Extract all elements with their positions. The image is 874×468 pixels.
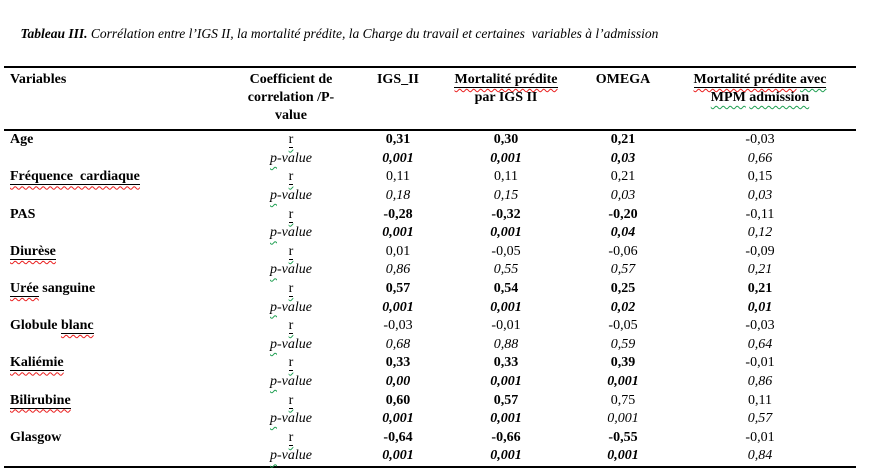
text-run: 0,001 — [490, 448, 522, 464]
text-run: p — [270, 336, 277, 352]
cell-uree-sanguine-p-col1 — [366, 298, 430, 317]
table-row-bilirubine-r — [4, 391, 856, 410]
variable-label-empty — [4, 336, 216, 355]
cell-pas-p-col2 — [430, 224, 582, 243]
text-run: Age — [10, 132, 34, 148]
text-run: -value — [277, 150, 312, 166]
text-run: -0,03 — [383, 318, 413, 334]
cell-glasgow-r-col4 — [664, 429, 856, 448]
cell-frequence-cardiaque-p-col2 — [430, 187, 582, 206]
cell-age-r-col3 — [582, 130, 664, 150]
table-row-pas-r — [4, 205, 856, 224]
correlation-table — [4, 66, 856, 468]
text-run: 0,11 — [748, 392, 772, 408]
text-run: 0,57 — [385, 281, 411, 297]
cell-pas-p-col1 — [366, 224, 430, 243]
cell-diurese-p-col2 — [430, 261, 582, 280]
text-run: p — [270, 262, 277, 278]
stat-label-r — [216, 243, 366, 262]
cell-diurese-r-col1 — [366, 243, 430, 262]
column-header-line — [664, 89, 856, 107]
table-row-glasgow-p — [4, 447, 856, 467]
text-run: -0,32 — [491, 206, 521, 222]
text-run: 0,12 — [747, 225, 773, 241]
table-row-frequence-cardiaque-r — [4, 168, 856, 187]
text-run: 0,54 — [493, 281, 519, 297]
variable-label-empty — [4, 187, 216, 206]
stat-label-p — [216, 261, 366, 280]
table-row-kaliemie-p — [4, 373, 856, 392]
column-header-mortalite-predite-mpm — [664, 67, 856, 130]
text-run: 0,21 — [747, 281, 773, 297]
text-run: avec — [800, 72, 827, 87]
stat-label-p — [216, 410, 366, 429]
text-run: r — [288, 318, 294, 334]
variable-label-globule-blanc — [4, 317, 216, 336]
column-header-line — [664, 71, 856, 89]
text-run: r — [288, 281, 294, 297]
text-run: 0,03 — [610, 150, 636, 166]
column-header-omega — [582, 67, 664, 130]
text-run: 0,001 — [607, 374, 639, 390]
header-row — [4, 67, 856, 130]
text-run: 0,57 — [610, 262, 636, 278]
text-run: Kaliémie — [10, 355, 64, 371]
table-caption-number: Tableau III. — [20, 26, 88, 41]
variable-label-empty — [4, 150, 216, 169]
text-run: 0,001 — [382, 150, 414, 166]
cell-glasgow-r-col3 — [582, 429, 664, 448]
text-run: -0,11 — [745, 206, 775, 222]
text-run: -0,20 — [608, 206, 638, 222]
cell-globule-blanc-r-col1 — [366, 317, 430, 336]
text-run: Coefficient de — [249, 72, 333, 87]
text-run: Variables — [10, 72, 67, 87]
text-run: 0,21 — [610, 132, 636, 148]
column-header-line — [216, 107, 366, 125]
text-run: 0,33 — [385, 355, 411, 371]
text-run: -0,09 — [745, 243, 775, 259]
cell-globule-blanc-p-col3 — [582, 336, 664, 355]
variable-label-empty — [4, 298, 216, 317]
text-run: MPM — [710, 90, 746, 105]
text-run: 0,25 — [610, 281, 636, 297]
table-row-kaliemie-r — [4, 354, 856, 373]
text-run: Glasgow — [10, 429, 62, 445]
variable-label-empty — [4, 373, 216, 392]
cell-glasgow-p-col3 — [582, 447, 664, 467]
table-row-uree-sanguine-p — [4, 298, 856, 317]
text-run: r — [288, 132, 294, 148]
cell-frequence-cardiaque-r-col2 — [430, 168, 582, 187]
column-header-variables — [4, 67, 216, 130]
text-run: 0,03 — [610, 188, 636, 204]
table-row-diurese-p — [4, 261, 856, 280]
text-run: p — [270, 188, 277, 204]
variable-label-empty — [4, 224, 216, 243]
cell-age-p-col1 — [366, 150, 430, 169]
cell-globule-blanc-p-col2 — [430, 336, 582, 355]
text-run: -0,06 — [608, 243, 638, 259]
text-run: 0,68 — [385, 336, 411, 352]
text-run: p — [270, 150, 277, 166]
text-run: 0,001 — [490, 411, 522, 427]
text-run: 0,001 — [490, 225, 522, 241]
cell-frequence-cardiaque-p-col1 — [366, 187, 430, 206]
text-run: p — [270, 225, 277, 241]
text-run: 0,11 — [494, 169, 518, 185]
table-row-age-p — [4, 150, 856, 169]
cell-bilirubine-p-col3 — [582, 410, 664, 429]
text-run: 0,001 — [607, 448, 639, 464]
cell-glasgow-p-col1 — [366, 447, 430, 467]
text-run: IGS_II — [376, 72, 420, 87]
text-run: 0,84 — [747, 448, 773, 464]
cell-pas-p-col4 — [664, 224, 856, 243]
variable-label-kaliemie — [4, 354, 216, 373]
text-run: -0,03 — [745, 132, 775, 148]
cell-globule-blanc-r-col2 — [430, 317, 582, 336]
stat-label-r — [216, 168, 366, 187]
table-row-uree-sanguine-r — [4, 280, 856, 299]
stat-label-r — [216, 280, 366, 299]
table-row-globule-blanc-r — [4, 317, 856, 336]
text-run: p — [270, 299, 277, 315]
text-run: correlation /P- — [247, 90, 335, 105]
text-run: 0,55 — [493, 262, 519, 278]
cell-age-p-col2 — [430, 150, 582, 169]
text-run: -0,05 — [491, 243, 521, 259]
text-run: 0,03 — [747, 188, 773, 204]
stat-label-p — [216, 187, 366, 206]
cell-uree-sanguine-p-col3 — [582, 298, 664, 317]
cell-globule-blanc-p-col1 — [366, 336, 430, 355]
column-header-mortalite-predite-igs-ii — [430, 67, 582, 130]
text-run: 0,001 — [382, 299, 414, 315]
column-header-line — [430, 71, 582, 89]
text-run: 0,00 — [385, 374, 411, 390]
cell-bilirubine-r-col4 — [664, 391, 856, 410]
text-run: 0,33 — [493, 355, 519, 371]
cell-glasgow-p-col2 — [430, 447, 582, 467]
stat-label-r — [216, 130, 366, 150]
cell-kaliemie-r-col4 — [664, 354, 856, 373]
text-run: 0,04 — [610, 225, 636, 241]
text-run: 0,15 — [493, 188, 519, 204]
cell-frequence-cardiaque-r-col3 — [582, 168, 664, 187]
table-row-age-r — [4, 130, 856, 150]
text-run: 0,01 — [385, 243, 411, 259]
cell-pas-p-col3 — [582, 224, 664, 243]
cell-pas-r-col1 — [366, 205, 430, 224]
variable-label-age — [4, 130, 216, 150]
text-run: -value — [277, 188, 312, 204]
variable-label-bilirubine — [4, 391, 216, 410]
text-run: 0,88 — [493, 336, 519, 352]
cell-globule-blanc-r-col3 — [582, 317, 664, 336]
text-run: -0,64 — [383, 429, 413, 445]
text-run: -0,01 — [491, 318, 521, 334]
variable-label-diurese — [4, 243, 216, 262]
text-run: r — [288, 355, 294, 371]
cell-frequence-cardiaque-r-col1 — [366, 168, 430, 187]
text-run: p — [270, 448, 277, 464]
text-run: Urée — [10, 281, 39, 297]
text-run: 0,57 — [493, 392, 519, 408]
table-row-frequence-cardiaque-p — [4, 187, 856, 206]
text-run: Globule — [10, 318, 61, 334]
cell-kaliemie-r-col3 — [582, 354, 664, 373]
cell-bilirubine-r-col1 — [366, 391, 430, 410]
variable-label-pas — [4, 205, 216, 224]
text-run: 0,001 — [607, 411, 639, 427]
cell-kaliemie-p-col1 — [366, 373, 430, 392]
stat-label-p — [216, 447, 366, 467]
text-run: 0,30 — [493, 132, 519, 148]
table-body — [4, 130, 856, 467]
text-run: 0,59 — [610, 336, 636, 352]
text-run: 0,001 — [382, 225, 414, 241]
text-run: 0,001 — [490, 150, 522, 166]
table-row-pas-p — [4, 224, 856, 243]
text-run: Mortalité prédite — [693, 72, 797, 87]
cell-kaliemie-r-col1 — [366, 354, 430, 373]
cell-kaliemie-r-col2 — [430, 354, 582, 373]
cell-frequence-cardiaque-p-col3 — [582, 187, 664, 206]
cell-glasgow-r-col2 — [430, 429, 582, 448]
cell-age-r-col1 — [366, 130, 430, 150]
cell-bilirubine-r-col3 — [582, 391, 664, 410]
variable-label-empty — [4, 410, 216, 429]
cell-uree-sanguine-p-col2 — [430, 298, 582, 317]
cell-age-r-col2 — [430, 130, 582, 150]
text-run: -value — [277, 411, 312, 427]
text-run: 0,31 — [385, 132, 411, 148]
cell-frequence-cardiaque-r-col4 — [664, 168, 856, 187]
text-run: 0,60 — [385, 392, 411, 408]
text-run: -0,55 — [608, 429, 638, 445]
stat-label-p — [216, 224, 366, 243]
cell-uree-sanguine-r-col1 — [366, 280, 430, 299]
text-run: 0,001 — [382, 448, 414, 464]
cell-pas-r-col4 — [664, 205, 856, 224]
cell-diurese-r-col2 — [430, 243, 582, 262]
column-header-coefficient — [216, 67, 366, 130]
column-header-igs-ii — [366, 67, 430, 130]
cell-kaliemie-p-col2 — [430, 373, 582, 392]
text-run: 0,21 — [610, 169, 636, 185]
text-run: -0,28 — [383, 206, 413, 222]
text-run: 0,66 — [747, 150, 773, 166]
text-run: 0,57 — [747, 411, 773, 427]
cell-diurese-r-col3 — [582, 243, 664, 262]
text-run: 0,01 — [747, 299, 773, 315]
text-run: -0,01 — [745, 429, 775, 445]
cell-uree-sanguine-r-col3 — [582, 280, 664, 299]
text-run: 0,86 — [385, 262, 411, 278]
text-run: 0,39 — [610, 355, 636, 371]
text-run: sanguine — [38, 281, 96, 297]
variable-label-glasgow — [4, 429, 216, 448]
table-row-diurese-r — [4, 243, 856, 262]
text-run: -0,01 — [745, 355, 775, 371]
table-row-globule-blanc-p — [4, 336, 856, 355]
text-run: -0,05 — [608, 318, 638, 334]
column-header-line — [10, 71, 216, 89]
variable-label-frequence-cardiaque — [4, 168, 216, 187]
text-run: value — [275, 108, 307, 123]
stat-label-r — [216, 354, 366, 373]
text-run: -value — [277, 299, 312, 315]
text-run: Diurèse — [10, 243, 56, 259]
text-run: 0,86 — [747, 374, 773, 390]
text-run: r — [288, 429, 294, 445]
cell-pas-r-col2 — [430, 205, 582, 224]
column-header-line — [366, 71, 430, 89]
text-run: 0,75 — [610, 392, 636, 408]
stat-label-p — [216, 150, 366, 169]
cell-frequence-cardiaque-p-col4 — [664, 187, 856, 206]
column-header-line — [430, 89, 582, 107]
text-run: -value — [277, 225, 312, 241]
cell-diurese-p-col1 — [366, 261, 430, 280]
text-run: 0,11 — [386, 169, 410, 185]
text-run: 0,001 — [382, 411, 414, 427]
cell-age-p-col4 — [664, 150, 856, 169]
cell-diurese-p-col4 — [664, 261, 856, 280]
text-run: r — [288, 243, 294, 259]
cell-uree-sanguine-r-col4 — [664, 280, 856, 299]
text-run: 0,18 — [385, 188, 411, 204]
stat-label-p — [216, 336, 366, 355]
text-run: OMEGA — [595, 72, 651, 87]
cell-bilirubine-p-col1 — [366, 410, 430, 429]
cell-uree-sanguine-p-col4 — [664, 298, 856, 317]
stat-label-r — [216, 205, 366, 224]
table-row-glasgow-r — [4, 429, 856, 448]
stat-label-r — [216, 429, 366, 448]
stat-label-p — [216, 373, 366, 392]
text-run: r — [288, 392, 294, 408]
cell-diurese-p-col3 — [582, 261, 664, 280]
table-caption-text: Corrélation entre l’IGS II, la mortalité prédite, la Charge du travail et certaines variables à l’admission — [87, 26, 659, 41]
stat-label-r — [216, 391, 366, 410]
text-run: p — [270, 374, 277, 390]
text-run: 0,15 — [747, 169, 773, 185]
text-run: -value — [277, 262, 312, 278]
text-run: PAS — [10, 206, 36, 222]
cell-kaliemie-p-col3 — [582, 373, 664, 392]
text-run: -0,03 — [745, 318, 775, 334]
table-row-bilirubine-p — [4, 410, 856, 429]
column-header-line — [216, 71, 366, 89]
text-run: p — [270, 411, 277, 427]
cell-globule-blanc-p-col4 — [664, 336, 856, 355]
stat-label-r — [216, 317, 366, 336]
text-run: 0,001 — [490, 299, 522, 315]
cell-bilirubine-p-col4 — [664, 410, 856, 429]
cell-uree-sanguine-r-col2 — [430, 280, 582, 299]
cell-diurese-r-col4 — [664, 243, 856, 262]
text-run: admission — [749, 90, 810, 105]
cell-bilirubine-r-col2 — [430, 391, 582, 410]
variable-label-uree-sanguine — [4, 280, 216, 299]
variable-label-empty — [4, 261, 216, 280]
cell-glasgow-r-col1 — [366, 429, 430, 448]
text-run: -value — [277, 336, 312, 352]
column-header-line — [582, 71, 664, 89]
text-run: 0,001 — [490, 374, 522, 390]
text-run: 0,02 — [610, 299, 636, 315]
text-run: -value — [277, 448, 312, 464]
text-run: r — [288, 206, 294, 222]
text-run: 0,21 — [747, 262, 773, 278]
variable-label-empty — [4, 447, 216, 467]
text-run: r — [288, 169, 294, 185]
cell-kaliemie-p-col4 — [664, 373, 856, 392]
column-header-line — [216, 89, 366, 107]
text-run: blanc — [60, 318, 94, 334]
table-header — [4, 67, 856, 130]
text-run: -0,66 — [491, 429, 521, 445]
text-run: par IGS II — [474, 90, 538, 105]
cell-age-r-col4 — [664, 130, 856, 150]
table-caption — [0, 0, 874, 59]
cell-globule-blanc-r-col4 — [664, 317, 856, 336]
cell-age-p-col3 — [582, 150, 664, 169]
text-run: Mortalité prédite — [454, 72, 558, 87]
text-run: -value — [277, 374, 312, 390]
cell-glasgow-p-col4 — [664, 447, 856, 467]
cell-pas-r-col3 — [582, 205, 664, 224]
text-run: Fréquence cardiaque — [10, 169, 140, 185]
cell-bilirubine-p-col2 — [430, 410, 582, 429]
text-run: Bilirubine — [10, 392, 71, 408]
text-run: 0,64 — [747, 336, 773, 352]
stat-label-p — [216, 298, 366, 317]
